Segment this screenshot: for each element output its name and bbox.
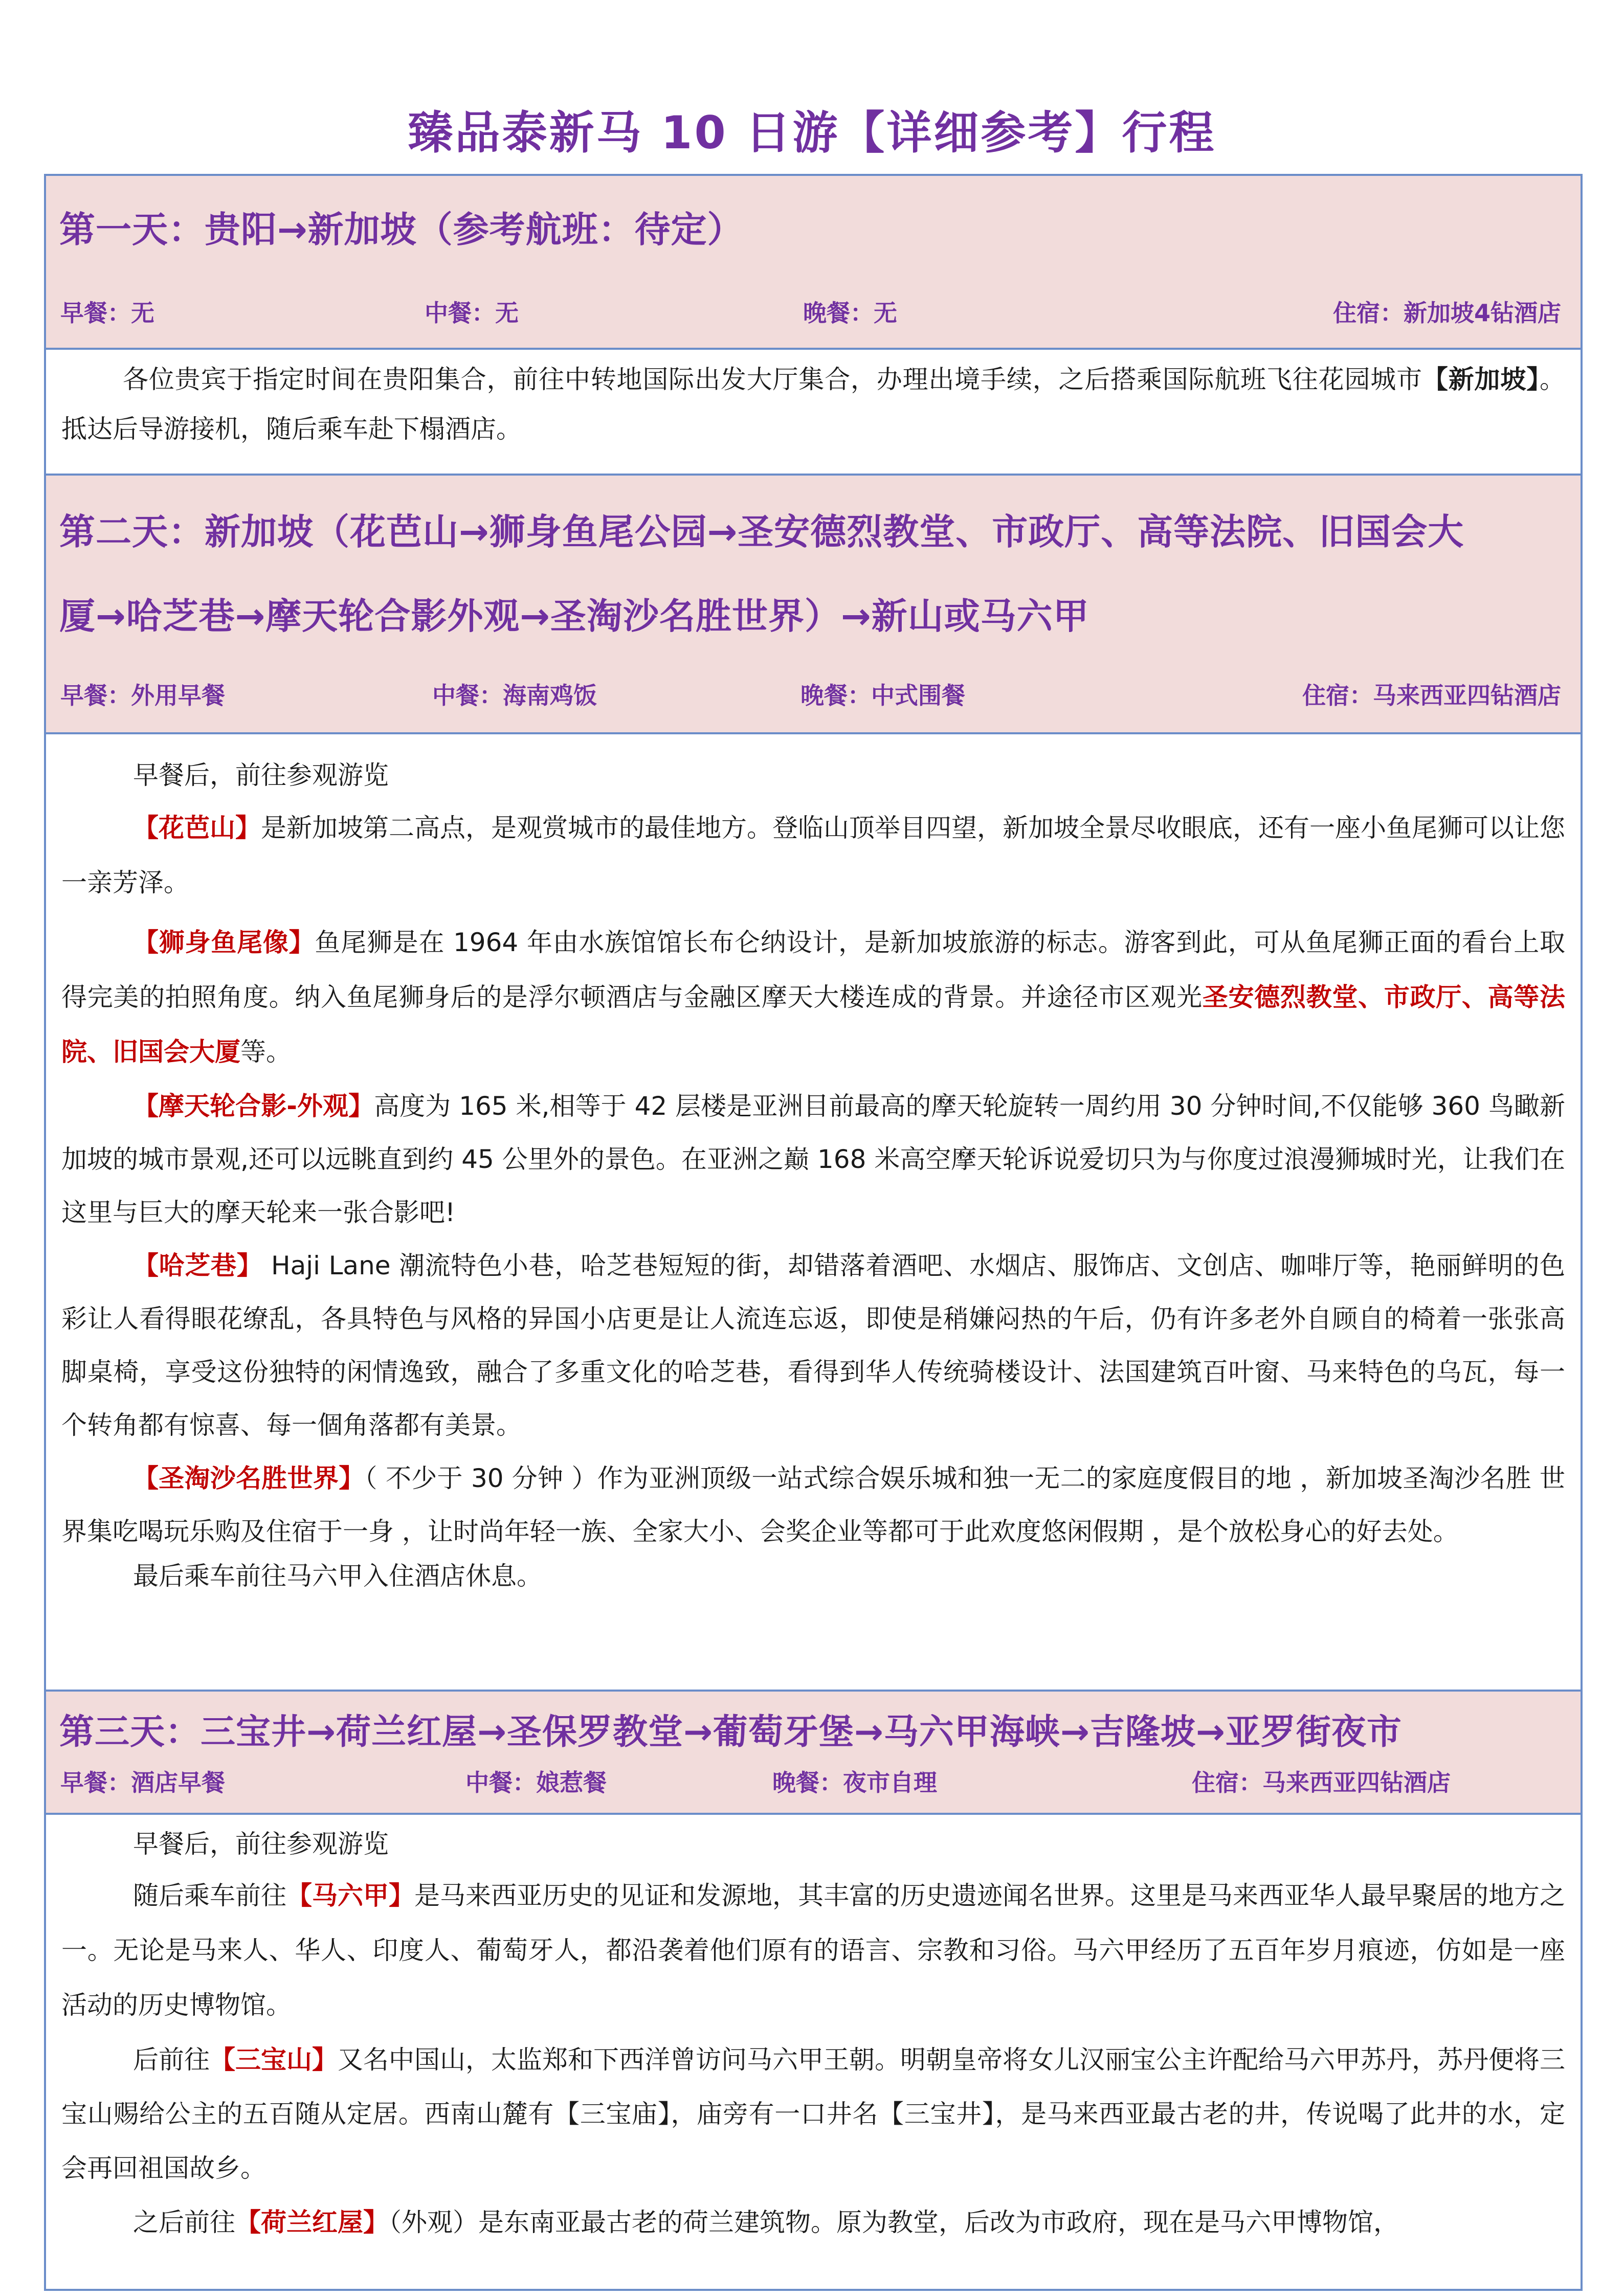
day2-text-merlion: 鱼尾狮是在 1964 年由水族馆馆长布仑纳设计，是新加坡旅游的标志。游客到此，可从鱼尾狮正面的看台上取得完美的拍照角度。纳入鱼尾狮身后的是浮尔顿酒店与金融区摩天大楼连成的背景。并途径市区观光 xyxy=(61,928,1566,1012)
day2-highlight-ferris: 【摩天轮合影-外观】 xyxy=(133,1091,374,1121)
day2-text-ferris: 高度为 165 米,相等于 42 层楼是亚洲目前最高的摩天轮旋转一周约用 30 分钟时间,不仅能够 360 鸟瞰新加坡的城市景观,还可以远眺直到约 45 公里外的景色。在亚洲之巅 168 米高空摩天轮诉说爱切只为与你度过浪漫狮城时光，让我们在这里与巨大的摩天轮来一张合影吧! xyxy=(61,1091,1565,1227)
day2-paragraph-hajilane xyxy=(61,1239,1565,1452)
day2-text-huabashan: 是新加坡第二高点，是观赏城市的最佳地方。登临山顶举目四望，新加坡全景尽收眼底，还有一座小鱼尾狮可以让您一亲芳泽。 xyxy=(61,813,1565,897)
day2-text-hajilane: Haji Lane 潮流特色小巷，哈芝巷短短的街，却错落着酒吧、水烟店、服饰店、文创店、咖啡厅等，艳丽鲜明的色彩让人看得眼花缭乱，各具特色与风格的异国小店更是让人流连忘返，即使是稍嫌闷热的午后，仍有许多老外自顾自的椅着一张张高脚桌椅，享受这份独特的闲情逸致，融合了多重文化的哈芝巷，看得到华人传统骑楼设计、法国建筑百叶窗、马来特色的乌瓦，每一个转角都有惊喜、每一個角落都有美景。 xyxy=(61,1251,1565,1440)
day3-paragraph-sanbaoshan xyxy=(61,2033,1565,2195)
day1-meals xyxy=(46,298,1581,328)
day2-paragraph-sentosa xyxy=(61,1452,1565,1558)
day3-highlight-malacca: 【马六甲】 xyxy=(286,1881,414,1910)
day3-text-sanbaoshan-pre: 后前往 xyxy=(133,2045,210,2075)
day2-highlight-huabashan: 【花芭山】 xyxy=(133,813,261,843)
itinerary-frame xyxy=(44,174,1583,2291)
day2-dinner: 晚餐：中式围餐 xyxy=(800,682,965,709)
day2-highlight-merlion: 【狮身鱼尾像】 xyxy=(133,928,315,957)
day3-paragraph-malacca xyxy=(61,1869,1565,2033)
day2-header xyxy=(46,474,1581,734)
day3-text-malacca-pre: 随后乘车前往 xyxy=(133,1881,286,1910)
day3-text-malacca: 是马来西亚历史的见证和发源地，其丰富的历史遗迹闻名世界。这里是马来西亚华人最早聚居的地方之一。无论是马来人、华人、印度人、葡萄牙人，都沿袭着他们原有的语言、宗教和习俗。马六甲经历了五百年岁月痕迹，仿如是一座活动的历史博物馆。 xyxy=(61,1881,1565,2020)
day1-highlight-singapore: 【新加坡】 xyxy=(1422,365,1540,394)
day3-highlight-sanbaoshan: 【三宝山】 xyxy=(210,2045,338,2075)
day2-outro: 最后乘车前往马六甲入住酒店休息。 xyxy=(133,1561,542,1591)
day3-paragraph-redhouse xyxy=(61,2195,1565,2250)
day1-lunch: 中餐：无 xyxy=(425,299,519,327)
day2-lunch: 中餐：海南鸡饭 xyxy=(432,682,597,709)
day2-intro: 早餐后，前往参观游览 xyxy=(133,760,389,790)
day1-content xyxy=(46,350,1581,474)
day2-highlight-sentosa: 【圣淘沙名胜世界】 xyxy=(133,1464,365,1493)
day1-text-a: 各位贵宾于指定时间在贵阳集合，前往中转地国际出发大厅集合，办理出境手续，之后搭乘国际航班飞往花园城市 xyxy=(123,365,1422,394)
day3-text-redhouse: （外观）是东南亚最古老的荷兰建筑物。原为教堂，后改为市政府，现在是马六甲博物馆， xyxy=(389,2208,1399,2237)
day2-breakfast: 早餐：外用早餐 xyxy=(60,682,225,709)
day1-title: 第一天：贵阳→新加坡（参考航班：待定） xyxy=(59,209,744,251)
page-title: 臻品泰新马 10 日游【详细参考】行程 xyxy=(408,106,1216,159)
day3-meals xyxy=(46,1767,1581,1798)
day2-paragraph-huabashan xyxy=(61,801,1565,910)
day1-hotel: 住宿：新加坡4钻酒店 xyxy=(1332,299,1561,327)
day3-text-sanbaoshan: 又名中国山，太监郑和下西洋曾访问马六甲王朝。明朝皇帝将女儿汉丽宝公主许配给马六甲苏丹，苏丹便将三宝山赐给公主的五百随从定居。西南山麓有【三宝庙】，庙旁有一口井名【三宝井】，是马来西亚最古老的井，传说喝了此井的水，定会再回祖国故乡。 xyxy=(61,2045,1565,2183)
day3-content xyxy=(46,1815,1581,2250)
day2-paragraph-merlion xyxy=(61,915,1565,1079)
day3-header xyxy=(46,1690,1581,1815)
day1-paragraph xyxy=(61,355,1565,454)
day2-text-sentosa: （ 不少于 30 分钟 ）作为亚洲顶级一站式综合娱乐城和独一无二的家庭度假目的地 ，新加坡圣淘沙名胜 世界集吃喝玩乐购及住宿于一身 ，让时尚年轻一族、全家大小、会奖企业等都可于此欢度悠闲假期 ，是个放松身心的好去处。 xyxy=(61,1464,1566,1546)
day3-dinner: 晚餐：夜市自理 xyxy=(772,1769,937,1796)
day1-dinner: 晚餐：无 xyxy=(803,299,897,327)
day2-title-line1: 第二天：新加坡（花芭山→狮身鱼尾公园→圣安德烈教堂、市政厅、高等法院、旧国会大 xyxy=(59,511,1464,553)
day3-text-redhouse-pre: 之后前往 xyxy=(133,2208,235,2237)
day2-title-line2: 厦→哈芝巷→摩天轮合影外观→圣淘沙名胜世界）→新山或马六甲 xyxy=(59,595,1089,637)
day3-title: 第三天：三宝井→荷兰红屋→圣保罗教堂→葡萄牙堡→马六甲海峡→吉隆坡→亚罗街夜市 xyxy=(59,1712,1402,1752)
day3-intro: 早餐后，前往参观游览 xyxy=(133,1829,389,1859)
day2-content xyxy=(46,734,1581,1690)
day1-header xyxy=(46,176,1581,350)
day3-hotel: 住宿：马来西亚四钻酒店 xyxy=(1192,1769,1451,1796)
day2-meals xyxy=(46,680,1581,711)
day1-breakfast: 早餐：无 xyxy=(60,299,154,327)
day2-highlight-civic-district: 圣安德烈教堂、市政厅、高等法院、旧国会大厦 xyxy=(61,982,1565,1067)
day2-paragraph-ferris xyxy=(61,1079,1565,1239)
day2-hotel: 住宿：马来西亚四钻酒店 xyxy=(1302,682,1561,709)
day2-text-merlion-end: 等。 xyxy=(240,1037,292,1067)
day2-title xyxy=(46,490,1464,659)
day3-lunch: 中餐：娘惹餐 xyxy=(465,1769,607,1796)
day3-breakfast: 早餐：酒店早餐 xyxy=(60,1769,225,1796)
day1-text-c: 。抵达后导游接机，随后乘车赴下榻酒店。 xyxy=(61,365,1566,444)
day2-highlight-hajilane: 【哈芝巷】 xyxy=(133,1251,263,1280)
day3-highlight-redhouse: 【荷兰红屋】 xyxy=(235,2208,389,2237)
